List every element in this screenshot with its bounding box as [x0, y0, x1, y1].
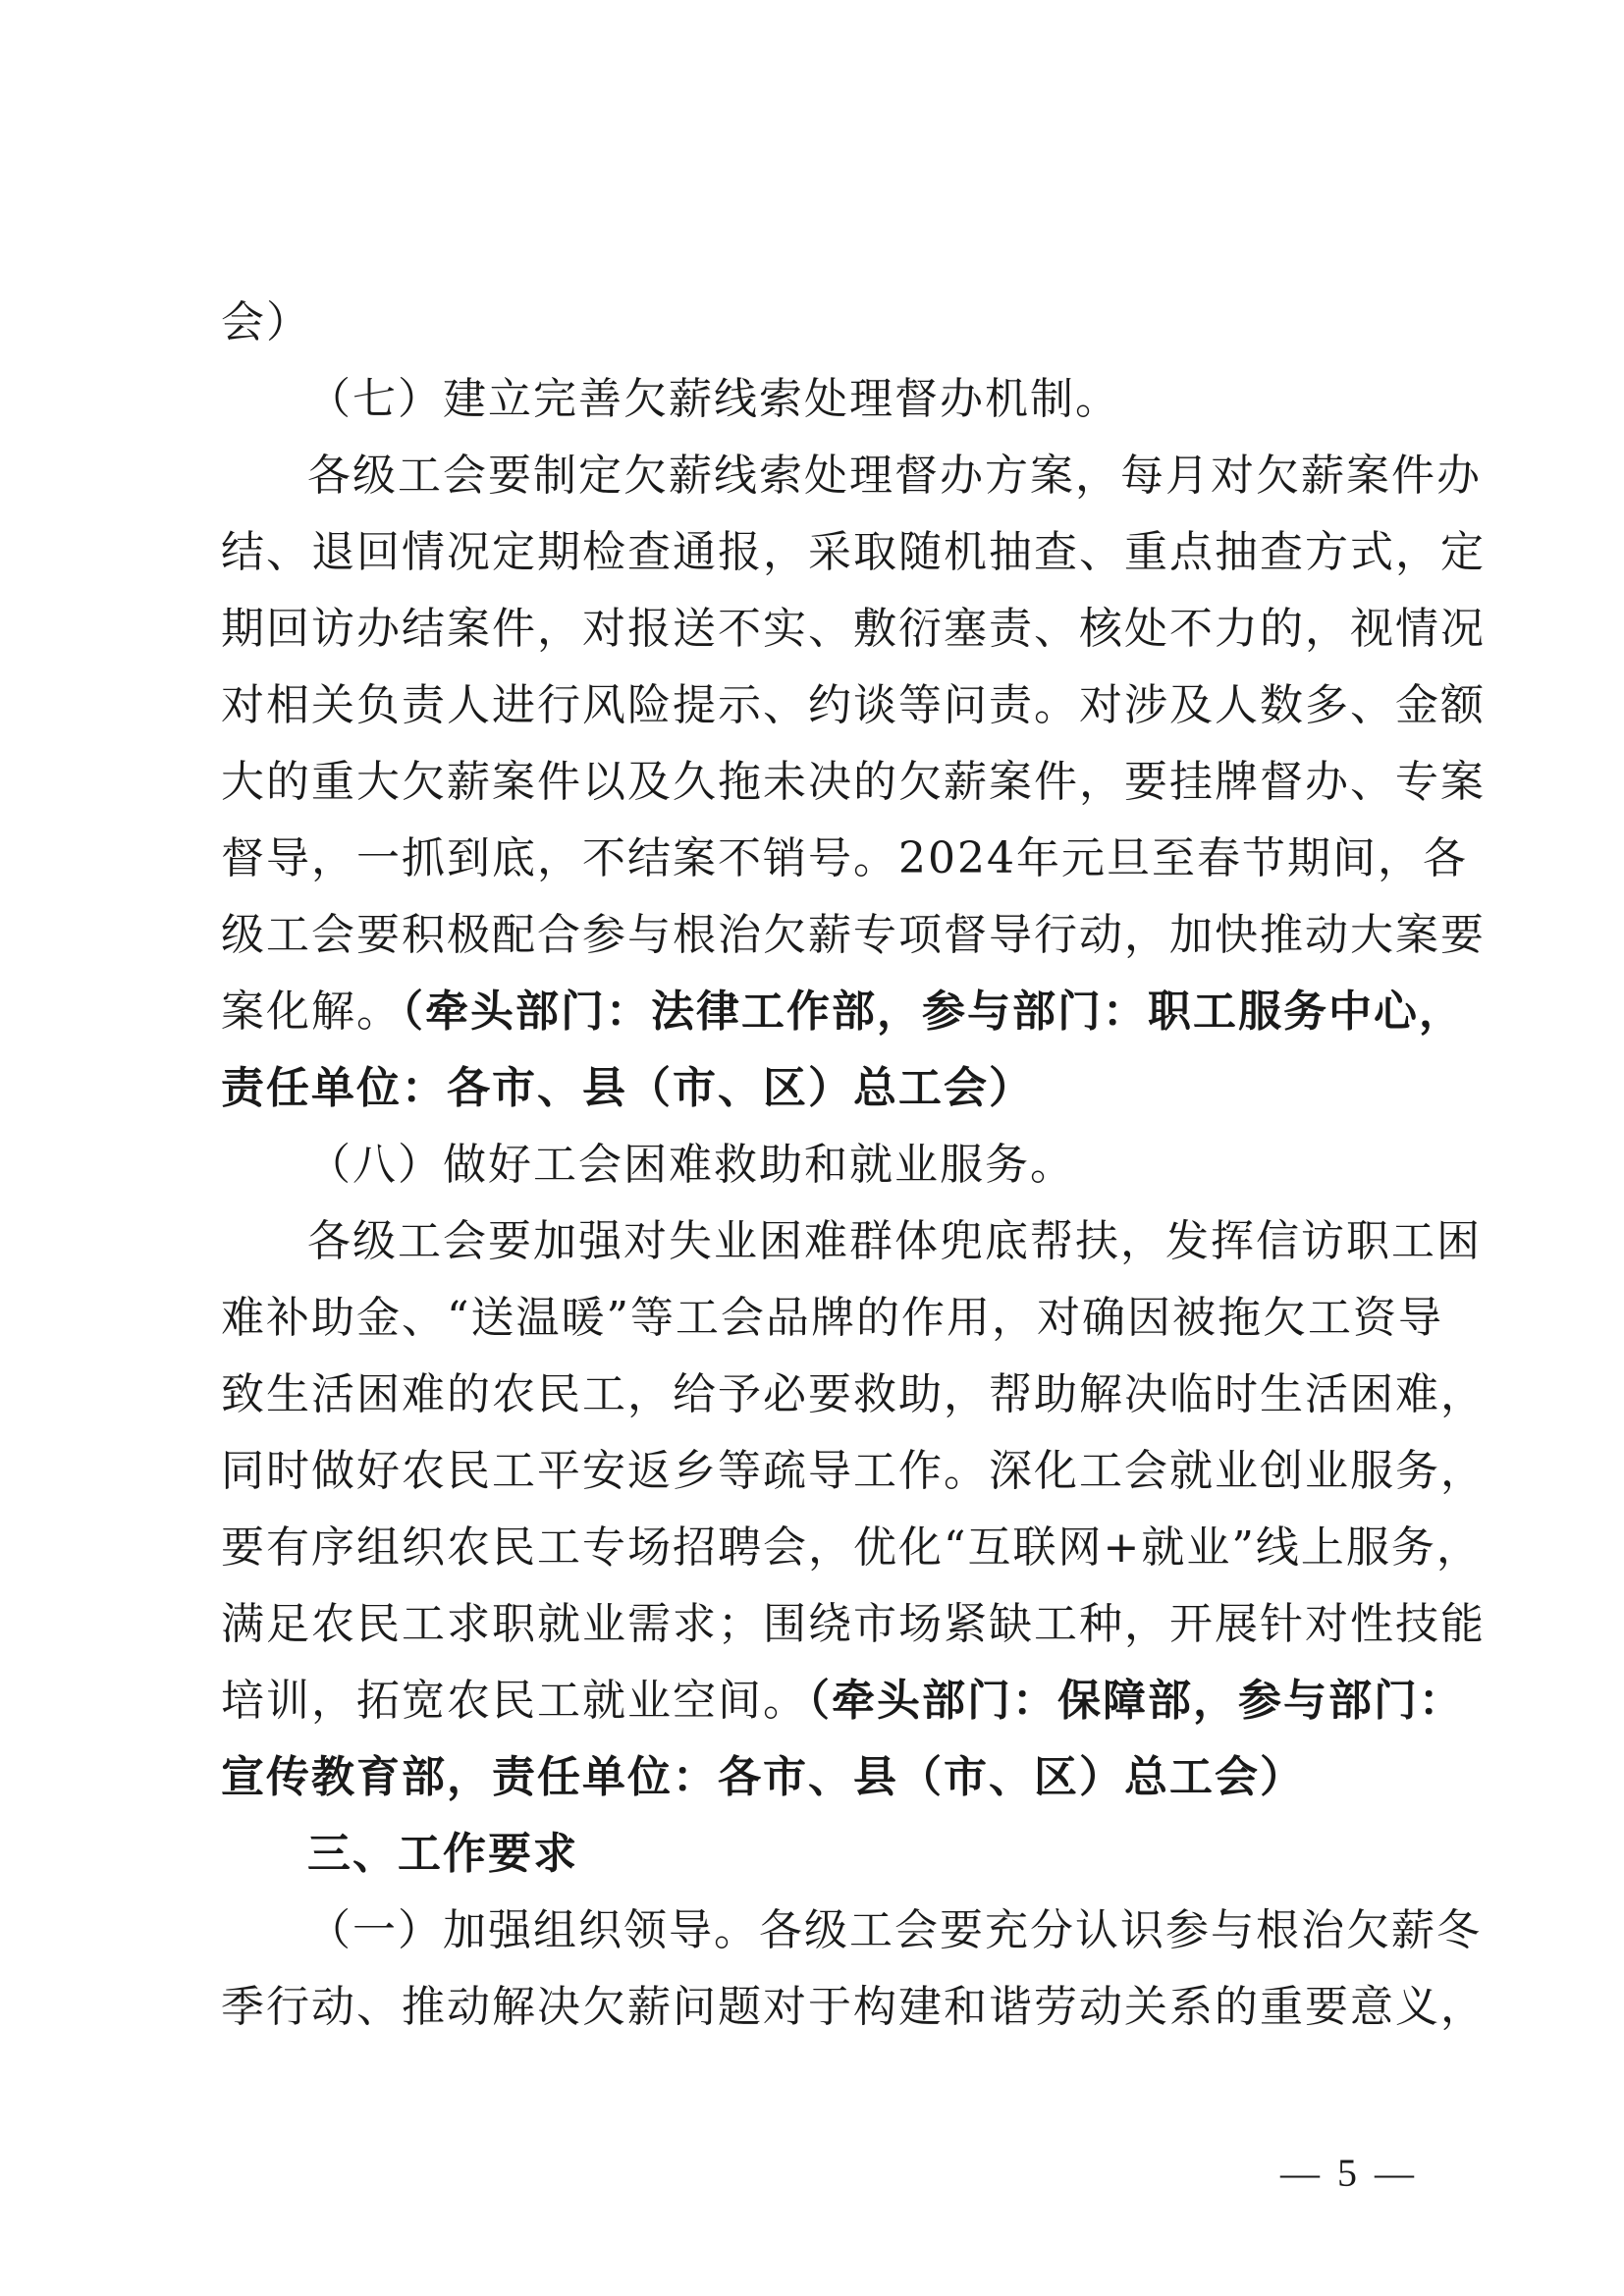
- text-line: 结、退回情况定期检查通报，采取随机抽查、重点抽查方式，定: [221, 527, 1486, 577]
- text-segment: 培训，拓宽农民工就业空间。: [221, 1676, 808, 1726]
- section-heading-3: 三、工作要求: [307, 1829, 578, 1879]
- section-heading-7: （七）建立完善欠薪线索处理督办机制。: [307, 374, 1120, 424]
- document-body: [221, 285, 1486, 2046]
- responsibility-note: （牵头部门：法律工作部，参与部门：职工服务中心，: [402, 987, 1464, 1037]
- responsibility-note: 责任单位：各市、县（市、区）总工会）: [221, 1063, 1034, 1113]
- text-line: 致生活困难的农民工，给予必要救助，帮助解决临时生活困难，: [221, 1369, 1486, 1419]
- text-line: [221, 1663, 1464, 1739]
- text-line: 季行动、推动解决欠薪问题对于构建和谐劳动关系的重要意义，: [221, 1982, 1486, 2032]
- text-line: 同时做好农民工平安返乡等疏导工作。深化工会就业创业服务，: [221, 1446, 1486, 1496]
- subsection-heading-1: （一）加强组织领导。: [307, 1905, 759, 1955]
- text-line: 各级工会要制定欠薪线索处理督办方案，每月对欠薪案件办: [307, 451, 1482, 501]
- text-line: 级工会要积极配合参与根治欠薪专项督导行动，加快推动大案要: [221, 910, 1486, 960]
- responsibility-note: （牵头部门：保障部，参与部门：: [808, 1676, 1464, 1726]
- section-heading-8: （八）做好工会困难救助和就业服务。: [307, 1140, 1075, 1190]
- text-line: [221, 974, 1464, 1050]
- text-line: 会）: [221, 297, 311, 347]
- responsibility-note: 宣传教育部，责任单位：各市、县（市、区）总工会）: [221, 1752, 1305, 1802]
- text-line: 各级工会要加强对失业困难群体兜底帮扶，发挥信访职工困: [307, 1216, 1482, 1266]
- text-line: 期回访办结案件，对报送不实、敷衍塞责、核处不力的，视情况: [221, 604, 1486, 654]
- text-line: 大的重大欠薪案件以及久拖未决的欠薪案件，要挂牌督办、专案: [221, 757, 1486, 807]
- text-line: 难补助金、“送温暖”等工会品牌的作用，对确因被拖欠工资导: [221, 1293, 1443, 1343]
- text-line: 要有序组织农民工专场招聘会，优化“互联网+就业”线上服务，: [221, 1522, 1482, 1573]
- text-line: 督导，一抓到底，不结案不销号。2024年元旦至春节期间，各: [221, 833, 1468, 883]
- text-line: 对相关负责人进行风险提示、约谈等问责。对涉及人数多、金额: [221, 680, 1486, 730]
- page-number: — 5 —: [1280, 2151, 1418, 2195]
- text-segment: 各级工会要充分认识参与根治欠薪冬: [759, 1905, 1482, 1955]
- text-line: [221, 1893, 1482, 1969]
- text-segment: 案化解。: [221, 987, 402, 1037]
- text-line: 满足农民工求职就业需求；围绕市场紧缺工种，开展针对性技能: [221, 1599, 1486, 1649]
